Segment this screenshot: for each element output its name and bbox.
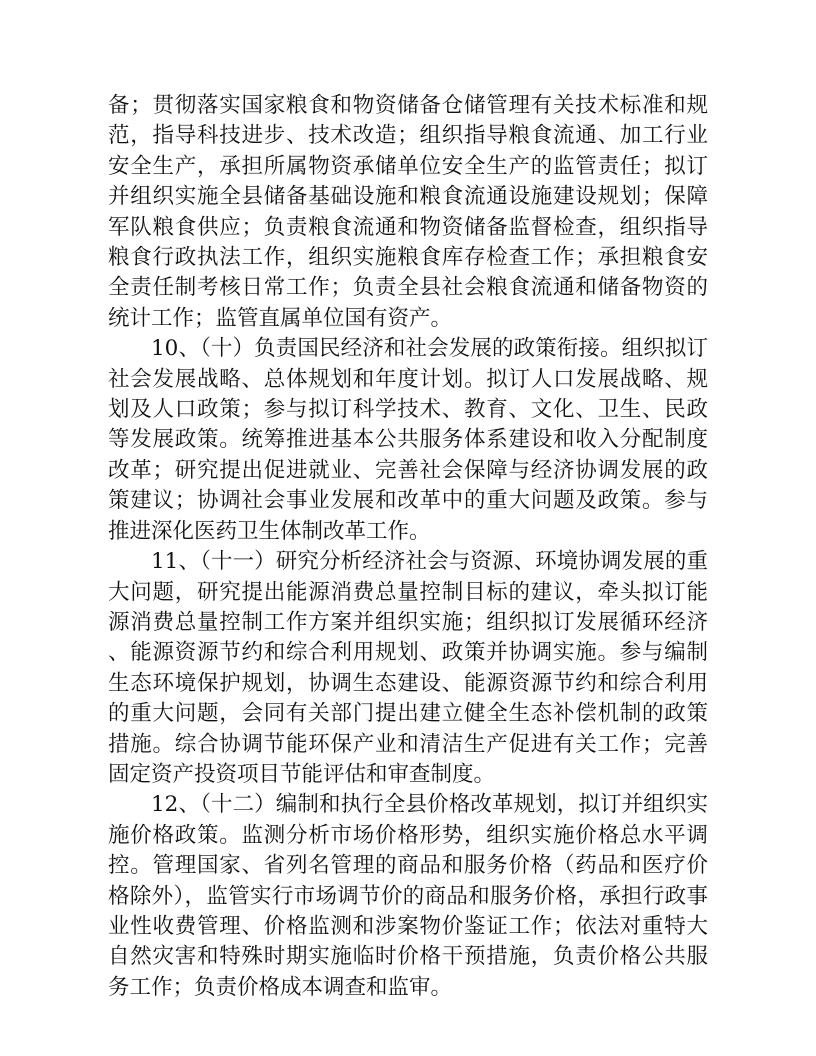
paragraph-item-10: 10、（十）负责国民经济和社会发展的政策衔接。组织拟订社会发展战略、总体规划和年度计划。拟订人口发展战略、规划及人口政策；参与拟订科学技术、教育、文化、卫生、民政等发展政策。统筹推进基本公共服务体系建设和收入分配制度改革；研究提出促进就业、完善社会保障与经济协调发展的政策建议；协调社会事业发展和改革中的重大问题及政策。参与推进深化医药卫生体制改革工作。	[108, 336, 708, 544]
paragraph-item-12: 12、（十二）编制和执行全县价格改革规划，拟订并组织实施价格政策。监测分析市场价格形势，组织实施价格总水平调控。管理国家、省列名管理的商品和服务价格（药品和医疗价格除外），监管实行市场调节价的商品和服务价格，承担行政事业性收费管理、价格监测和涉案物价鉴证工作；依法对重特大自然灾害和特殊时期实施临时价格干预措施，负责价格公共服务工作；负责价格成本调查和监审。	[108, 792, 708, 1000]
paragraph-item-11: 11、（十一）研究分析经济社会与资源、环境协调发展的重大问题，研究提出能源消费总量控制目标的建议，牵头拟订能源消费总量控制工作方案并组织实施；组织拟订发展循环经济、能源资源节约和综合利用规划、政策并协调实施。参与编制生态环境保护规划，协调生态建设、能源资源节约和综合利用的重大问题，会同有关部门提出建立健全生态补偿机制的政策措施。综合协调节能环保产业和清洁生产促进有关工作；完善固定资产投资项目节能评估和审查制度。	[108, 549, 708, 787]
paragraph-continuation: 备；贯彻落实国家粮食和物资储备仓储管理有关技术标准和规范，指导科技进步、技术改造；组织指导粮食流通、加工行业安全生产，承担所属物资承储单位安全生产的监管责任；拟订并组织实施全县储备基础设施和粮食流通设施建设规划；保障军队粮食供应；负责粮食流通和物资储备监督检查，组织指导粮食行政执法工作，组织实施粮食库存检查工作；承担粮食安全责任制考核日常工作；负责全县社会粮食流通和储备物资的统计工作；监管直属单位国有资产。	[108, 93, 708, 331]
document-body	[108, 91, 708, 1003]
